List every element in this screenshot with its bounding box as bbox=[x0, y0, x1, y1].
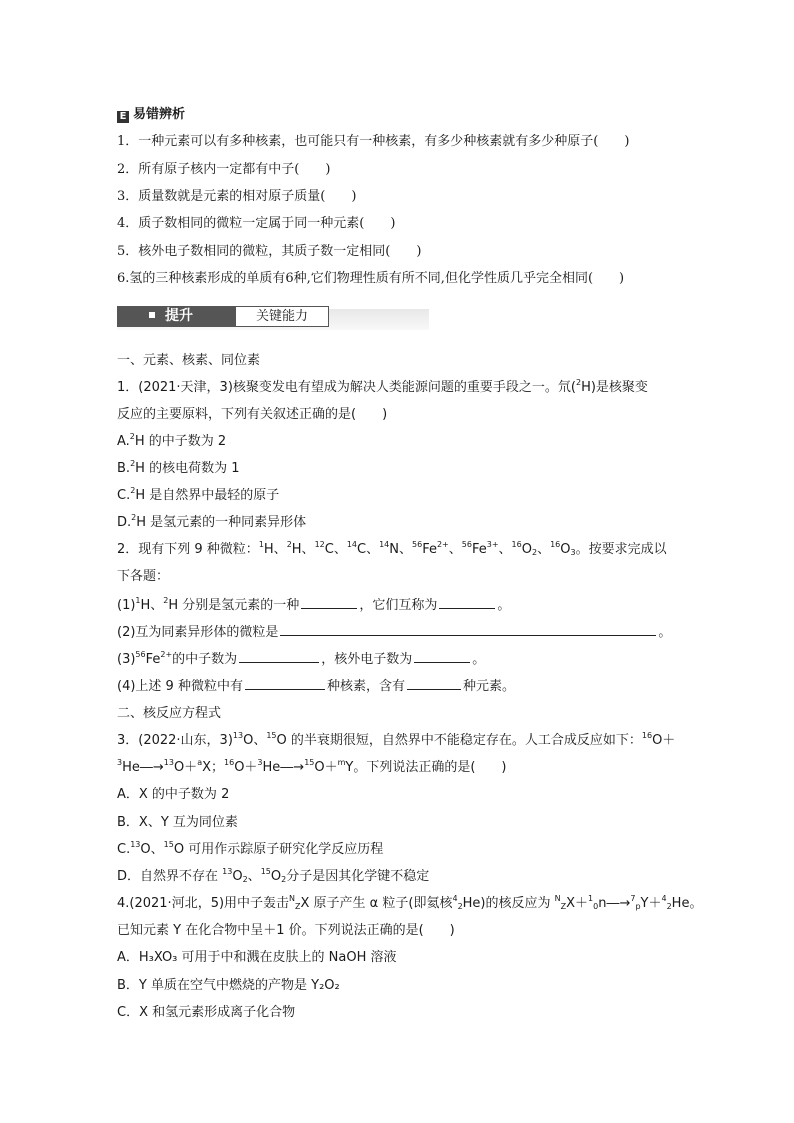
heading-1: 一、元素、核素、同位素 bbox=[117, 353, 261, 368]
q2-p3-c: 的中子数为 bbox=[172, 652, 238, 667]
q4-option-b: B．Y 单质在空气中燃烧的产物是 Y₂O₂ bbox=[117, 978, 340, 993]
heading-2: 二、核反应方程式 bbox=[117, 706, 222, 721]
q4-stem-c: He)的核反应为 bbox=[462, 896, 551, 911]
section-errors-title: 易错辨析 bbox=[133, 107, 186, 122]
q1-stem-end: H)是核聚变 bbox=[581, 380, 648, 395]
q3-option-c: C.$^{13}$O、$^{15}$O 可用作示踪原子研究化学反应历程 bbox=[117, 840, 384, 857]
q3-stem-end: Y。下列说法正确的是( ) bbox=[345, 760, 507, 775]
q1-a-text: H 的中子数为 2 bbox=[134, 434, 227, 449]
q2-p3-d: ，核外电子数为 bbox=[321, 652, 413, 667]
q2-p1-c: H 分别是氢元素的一种 bbox=[168, 598, 300, 613]
q1-d-text: H 是氢元素的一种同素异形体 bbox=[136, 515, 307, 530]
error-item-5: 5．核外电子数相同的微粒，其质子数一定相同( ) bbox=[117, 244, 422, 259]
answer-blank[interactable] bbox=[439, 596, 495, 609]
answer-blank[interactable] bbox=[407, 677, 461, 690]
q1-b-text: H 的核电荷数为 1 bbox=[135, 461, 240, 476]
q2-p1-d: ，它们互称为 bbox=[359, 598, 438, 613]
q2-intro-tail: 。按要求完成以 bbox=[575, 542, 667, 557]
q1-option-c: C.$^2$H 是自然界中最轻的原子 bbox=[117, 486, 280, 503]
q2-p2-end: 。 bbox=[658, 625, 672, 640]
answer-blank[interactable] bbox=[301, 596, 357, 609]
q3-stem-d: O＋ bbox=[652, 733, 676, 748]
q2-part2 bbox=[117, 623, 671, 642]
q2-part3: $(3)^{56}Fe^{2+}$的中子数为 ，核外电子数为 。 bbox=[117, 650, 486, 667]
banner-subtitle: 关键能力 bbox=[235, 306, 329, 327]
q3-line1: 3．(2022·山东，3)$^{13}$O、$^{15}$O 的半衰期很短，自然界中不能稳定存在。人工合成反应如下：$^{16}$O＋ bbox=[117, 731, 676, 748]
q3-option-d: D．自然界不存在 $^{13}O_2$、$^{15}O_2$分子是因其化学键不稳定 bbox=[117, 867, 430, 884]
q2-part4 bbox=[117, 677, 515, 696]
answer-blank[interactable] bbox=[245, 677, 325, 690]
q2-p3-a: (3) bbox=[117, 652, 136, 667]
q4-line2: 已知元素 Y 在化合物中呈＋1 价。下列说法正确的是( ) bbox=[117, 923, 455, 938]
q3-option-a: A．X 的中子数为 2 bbox=[117, 787, 230, 802]
q3-line2: $^3$He―→$^{13}$O＋$^a$X；$^{16}$O＋$^3$He―→$^{15}$O＋$^m$Y。下列说法正确的是( ) bbox=[117, 758, 507, 775]
q2-p1-b: H、 bbox=[140, 598, 164, 613]
q3-d-text: 分子是因其化学键不稳定 bbox=[286, 869, 430, 884]
q4-option-a: A．H₃XO₃ 可用于中和溅在皮肤上的 NaOH 溶液 bbox=[117, 950, 397, 965]
q1-a-prefix: A. bbox=[117, 434, 130, 449]
q3-option-b: B．X、Y 互为同位素 bbox=[117, 815, 238, 830]
q1-option-d: D.$^2$H 是氢元素的一种同素异形体 bbox=[117, 513, 307, 530]
section-banner bbox=[117, 306, 429, 330]
q2-p4-a: (4)上述 9 种微粒中有 bbox=[117, 679, 243, 694]
error-item-3: 3．质量数就是元素的相对原子质量( ) bbox=[117, 189, 357, 204]
banner-tag bbox=[117, 306, 235, 327]
q1-line2: 反应的主要原料，下列有关叙述正确的是( ) bbox=[117, 407, 388, 422]
q2-intro: 2．现有下列 9 种微粒： bbox=[117, 542, 259, 557]
q1-b-prefix: B. bbox=[117, 461, 131, 476]
q1-option-a: A.$^2$H 的中子数为 2 bbox=[117, 432, 227, 449]
q3-stem: 3．(2022·山东，3) bbox=[117, 733, 233, 748]
q3-c-prefix: C. bbox=[117, 842, 131, 857]
q2-part1: $(1)^1H$、$^2$H 分别是氢元素的一种 ，它们互称为 。 bbox=[117, 596, 511, 613]
answer-blank[interactable] bbox=[239, 650, 319, 663]
error-item-4: 4．质子数相同的微粒一定属于同一种元素( ) bbox=[117, 216, 396, 231]
banner-left-label: 提升 bbox=[165, 308, 193, 324]
q3-c-text: O 可用作示踪原子研究化学反应历程 bbox=[173, 842, 384, 857]
q2-p1-a: (1) bbox=[117, 598, 136, 613]
q3-stem-b: O、 bbox=[243, 733, 267, 748]
error-item-2: 2．所有原子核内一定都有中子( ) bbox=[117, 162, 331, 177]
q3-d-prefix: D．自然界不存在 bbox=[117, 869, 219, 884]
q1-stem: 1．(2021·天津，3)核聚变发电有望成为解决人类能源问题的重要手段之一。氘( bbox=[117, 380, 576, 395]
section-e-icon: E bbox=[117, 111, 129, 123]
q4-line1: 4.(2021·河北，5)用中子轰击$^N_Z$X 原子产生 α 粒子(即氦核$^4_2$He)的核反应为 $^N_Z$X＋$^1_0$n―→$^7_p$Y＋$^4_2$He。 bbox=[117, 894, 703, 911]
q3-stem-c: O 的半衰期很短，自然界中不能稳定存在。人工合成反应如下： bbox=[276, 733, 642, 748]
answer-blank[interactable] bbox=[414, 650, 470, 663]
q4-stem-d: He。 bbox=[671, 896, 703, 911]
answer-blank[interactable] bbox=[280, 623, 656, 636]
q2-p2-text: (2)互为同素异形体的微粒是 bbox=[117, 625, 279, 640]
q2-p3-e: 。 bbox=[472, 652, 486, 667]
square-icon bbox=[149, 312, 155, 318]
q4-option-c: C．X 和氢元素形成离子化合物 bbox=[117, 1005, 296, 1020]
q4-stem-b: X 原子产生 α 粒子(即氦核 bbox=[300, 896, 453, 911]
q1-line1: 1．(2021·天津，3)核聚变发电有望成为解决人类能源问题的重要手段之一。氘($^2$H)是核聚变 bbox=[117, 378, 648, 395]
q2-p4-c: 种元素。 bbox=[462, 679, 515, 694]
q1-d-prefix: D. bbox=[117, 515, 132, 530]
q2-line1: 2．现有下列 9 种微粒：$^1$H、$^2$H、$^{12}$C、$^{14}$C、$^{14}$N、$^{56}Fe^{2+}$、$^{56}Fe^{3+}$、$^{16}O_2$、$^{16}O_3$。按要求完成以 bbox=[117, 540, 667, 557]
q2-line2: 下各题： bbox=[117, 569, 170, 584]
q4-stem: 4.(2021·河北，5)用中子轰击 bbox=[117, 896, 290, 911]
error-item-6: 6.氢的三种核素形成的单质有6种,它们物理性质有所不同,但化学性质几乎完全相同( ) bbox=[117, 271, 625, 286]
q2-p3-b: Fe bbox=[145, 652, 161, 667]
q1-c-text: H 是自然界中最轻的原子 bbox=[135, 488, 280, 503]
q2-p1-e: 。 bbox=[497, 598, 511, 613]
section-errors-heading bbox=[117, 106, 185, 124]
q1-option-b: B.$^2$H 的核电荷数为 1 bbox=[117, 459, 240, 476]
q2-p4-b: 种核素，含有 bbox=[326, 679, 405, 694]
q1-c-prefix: C. bbox=[117, 488, 131, 503]
error-item-1: 1．一种元素可以有多种核素，也可能只有一种核素，有多少种核素就有多少种原子( ) bbox=[117, 134, 630, 149]
